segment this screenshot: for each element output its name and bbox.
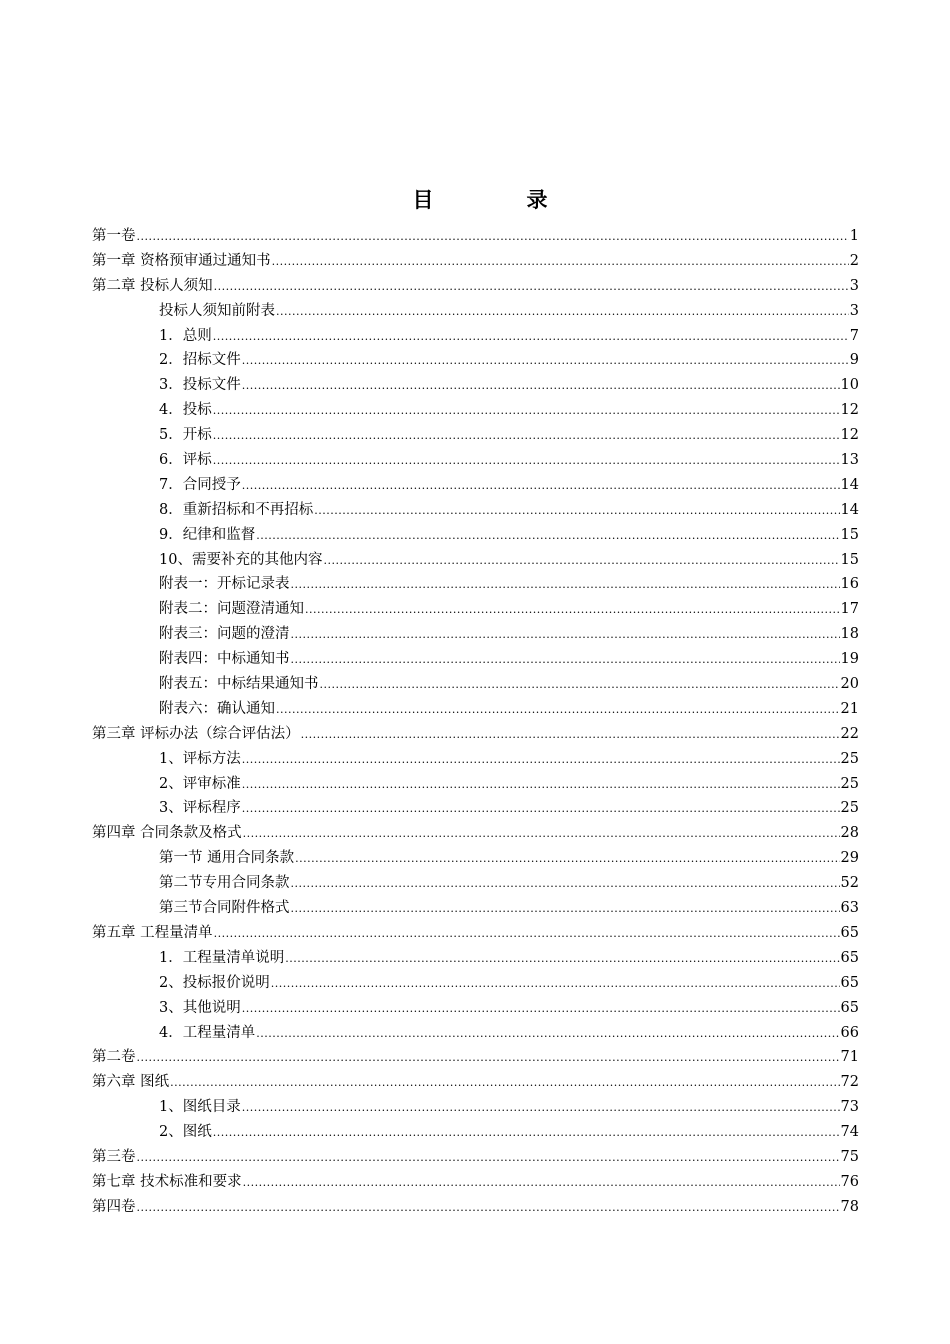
toc-title: 目 录 (412, 187, 584, 212)
toc-entry-text: 第二节专用合同条款 (159, 875, 290, 892)
toc-page-number: 12 (840, 427, 859, 444)
toc-dot-leader (242, 797, 840, 822)
toc-dot-leader (256, 1022, 839, 1047)
toc-entry-text: 第二卷 (92, 1049, 136, 1066)
toc-entry[interactable] (92, 224, 859, 249)
toc-dot-leader (242, 748, 840, 773)
toc-dot-leader (242, 773, 840, 798)
toc-entry-text: 附表五：中标结果通知书 (159, 676, 319, 693)
toc-entry-text: 第二章 投标人须知 (92, 277, 213, 294)
toc-dot-leader (291, 897, 840, 922)
toc-entry[interactable] (92, 1021, 859, 1046)
toc-entry[interactable] (92, 398, 859, 423)
toc-entry-text: 3、其他说明 (159, 999, 241, 1016)
toc-entry-text: 1、评标方法 (159, 750, 241, 767)
toc-page-number: 1 (849, 228, 859, 244)
toc-entry-text: 第五章 工程量清单 (92, 924, 213, 941)
toc-entry-text: 附表三：问题的澄清 (159, 626, 290, 643)
toc-entry[interactable] (92, 523, 859, 548)
toc-dot-leader (243, 822, 840, 847)
toc-entry-text: 3．投标文件 (159, 377, 241, 394)
toc-entry-text: 附表一：开标记录表 (159, 576, 290, 593)
toc-dot-leader (285, 947, 839, 972)
toc-page-number: 29 (840, 850, 859, 867)
toc-page-number: 25 (840, 750, 859, 767)
toc-dot-leader (295, 847, 839, 872)
toc-page-number: 14 (840, 501, 859, 518)
toc-entry-text: 6．评标 (159, 452, 212, 469)
toc-entry-text: 附表六：确认通知 (159, 700, 275, 717)
toc-page-number: 12 (840, 402, 859, 419)
toc-entry[interactable] (92, 871, 859, 896)
toc-entry[interactable] (92, 697, 859, 722)
toc-page-number: 7 (849, 327, 859, 344)
toc-dot-leader (242, 1096, 840, 1121)
toc-page-number: 17 (840, 601, 859, 618)
toc-entry-text: 2、图纸 (159, 1124, 212, 1141)
toc-entry[interactable] (92, 249, 859, 274)
toc-page-number: 72 (840, 1074, 859, 1091)
toc-dot-leader (137, 1046, 840, 1071)
toc-entry[interactable] (92, 548, 859, 573)
toc-entry[interactable] (92, 473, 859, 498)
toc-page-number: 65 (840, 924, 859, 941)
toc-dot-leader (213, 399, 840, 424)
toc-entry[interactable] (92, 1070, 859, 1095)
toc-entry[interactable] (92, 921, 859, 946)
toc-dot-leader (272, 250, 849, 275)
toc-dot-leader (137, 1146, 840, 1171)
toc-entry[interactable] (92, 373, 859, 398)
toc-entry-text: 4．投标 (159, 402, 212, 419)
toc-page-number: 22 (840, 725, 859, 742)
toc-dot-leader (314, 499, 839, 524)
toc-entry[interactable] (92, 672, 859, 697)
toc-page-number: 13 (840, 452, 859, 469)
toc-entry-text: 第一卷 (92, 228, 136, 244)
toc-page-number: 3 (849, 277, 859, 294)
toc-page-number: 16 (840, 576, 859, 593)
toc-dot-leader (242, 374, 840, 399)
toc-entry[interactable] (92, 448, 859, 473)
toc-entry[interactable] (92, 996, 859, 1021)
toc-dot-leader (305, 598, 840, 623)
toc-entry-text: 7．合同授予 (159, 476, 241, 493)
toc-entry-text: 第三章 评标办法（综合评估法） (92, 725, 300, 742)
toc-page-number: 14 (840, 476, 859, 493)
toc-entry-text: 1、图纸目录 (159, 1099, 241, 1116)
toc-page-number: 52 (840, 875, 859, 892)
toc-dot-leader (323, 549, 839, 574)
toc-entry[interactable] (92, 1145, 859, 1170)
toc-page-number: 20 (840, 676, 859, 693)
toc-page-number: 21 (840, 700, 859, 717)
toc-entry-text: 5．开标 (159, 427, 212, 444)
toc-dot-leader (243, 1171, 840, 1196)
toc-dot-leader (213, 325, 849, 350)
toc-page-number: 74 (840, 1124, 859, 1141)
toc-entry[interactable] (92, 423, 859, 448)
toc-entry-text: 2、投标报价说明 (159, 974, 270, 991)
toc-dot-leader (271, 972, 840, 997)
toc-dot-leader (214, 922, 840, 947)
toc-page-number: 76 (840, 1173, 859, 1190)
toc-entry-text: 4．工程量清单 (159, 1024, 256, 1041)
toc-dot-leader (291, 872, 840, 897)
toc-page-number: 15 (840, 551, 859, 568)
toc-entry[interactable] (92, 1120, 859, 1145)
toc-entry-text: 2．招标文件 (159, 352, 241, 369)
toc-entry[interactable] (92, 324, 859, 349)
toc-entry[interactable] (92, 1170, 859, 1195)
toc-page-number: 19 (840, 651, 859, 668)
toc-entry-text: 第四卷 (92, 1198, 136, 1215)
toc-entry-text: 9．纪律和监督 (159, 526, 256, 543)
toc-entry-text: 第六章 图纸 (92, 1074, 170, 1091)
toc-page-number: 10 (840, 377, 859, 394)
toc-page-number: 3 (849, 302, 859, 319)
toc-dot-leader (213, 1121, 840, 1146)
toc-dot-leader (242, 349, 849, 374)
toc-page-number: 2 (849, 252, 859, 269)
toc-entry[interactable] (92, 299, 859, 324)
toc-entry[interactable] (92, 821, 859, 846)
toc-entry-text: 投标人须知前附表 (159, 302, 275, 319)
toc-entry[interactable] (92, 498, 859, 523)
toc-page-number: 18 (840, 626, 859, 643)
toc-entry[interactable] (92, 597, 859, 622)
toc-dot-leader (213, 424, 840, 449)
toc-dot-leader (242, 997, 840, 1022)
toc-entry[interactable] (92, 772, 859, 797)
toc-entry[interactable] (92, 971, 859, 996)
toc-entry-text: 第一章 资格预审通过通知书 (92, 252, 271, 269)
toc-dot-leader (137, 1196, 840, 1221)
toc-entry-text: 第一节 通用合同条款 (159, 850, 295, 867)
toc-entry-text: 第三节合同附件格式 (159, 900, 290, 917)
toc-entry-text: 8．重新招标和不再招标 (159, 501, 314, 518)
toc-dot-leader (291, 623, 840, 648)
toc-dot-leader (291, 648, 840, 673)
toc-page-number: 65 (840, 949, 859, 966)
toc-entry[interactable] (92, 846, 859, 871)
toc-entry-text: 1．工程量清单说明 (159, 949, 285, 966)
toc-entry[interactable] (92, 647, 859, 672)
toc-page-number: 78 (840, 1198, 859, 1215)
toc-dot-leader (276, 300, 849, 325)
toc-page-number: 71 (840, 1049, 859, 1066)
toc-dot-leader (242, 474, 840, 499)
toc-entry-text: 第三卷 (92, 1148, 136, 1165)
toc-page-number: 9 (849, 352, 859, 369)
toc-entry[interactable] (92, 896, 859, 921)
toc-page-number: 75 (840, 1148, 859, 1165)
toc-dot-leader (170, 1071, 839, 1096)
toc-page-number: 25 (840, 775, 859, 792)
toc-dot-leader (213, 449, 840, 474)
toc-dot-leader (276, 698, 840, 723)
toc-entry[interactable] (92, 1045, 859, 1070)
toc-page-number: 66 (840, 1024, 859, 1041)
toc-entry-text: 第七章 技术标准和要求 (92, 1173, 242, 1190)
toc-entry-text: 2、评审标准 (159, 775, 241, 792)
toc-entry-text: 附表二：问题澄清通知 (159, 601, 304, 618)
toc-page-number: 65 (840, 974, 859, 991)
toc-entry-text: 第四章 合同条款及格式 (92, 825, 242, 842)
toc-entry[interactable] (92, 1095, 859, 1120)
toc-entry-text: 1．总则 (159, 327, 212, 344)
toc-entry-text: 3、评标程序 (159, 800, 241, 817)
toc-dot-leader (301, 723, 840, 748)
table-of-contents (92, 224, 859, 1220)
toc-page-number: 63 (840, 900, 859, 917)
toc-entry[interactable] (92, 348, 859, 373)
toc-entry[interactable] (92, 274, 859, 299)
toc-dot-leader (214, 275, 849, 300)
toc-page-number: 25 (840, 800, 859, 817)
toc-entry[interactable] (92, 1195, 859, 1220)
toc-page-number: 15 (840, 526, 859, 543)
toc-dot-leader (256, 524, 839, 549)
toc-entry[interactable] (92, 722, 859, 747)
toc-entry[interactable] (92, 572, 859, 597)
toc-dot-leader (291, 573, 840, 598)
toc-entry-text: 附表四：中标通知书 (159, 651, 290, 668)
toc-page-number: 73 (840, 1099, 859, 1116)
toc-page-number: 65 (840, 999, 859, 1016)
toc-dot-leader (320, 673, 840, 698)
toc-entry[interactable] (92, 796, 859, 821)
toc-entry[interactable] (92, 946, 859, 971)
toc-entry-text: 10、需要补充的其他内容 (159, 551, 323, 568)
toc-dot-leader (137, 225, 849, 250)
toc-entry[interactable] (92, 622, 859, 647)
toc-entry[interactable] (92, 747, 859, 772)
toc-page-number: 28 (840, 825, 859, 842)
